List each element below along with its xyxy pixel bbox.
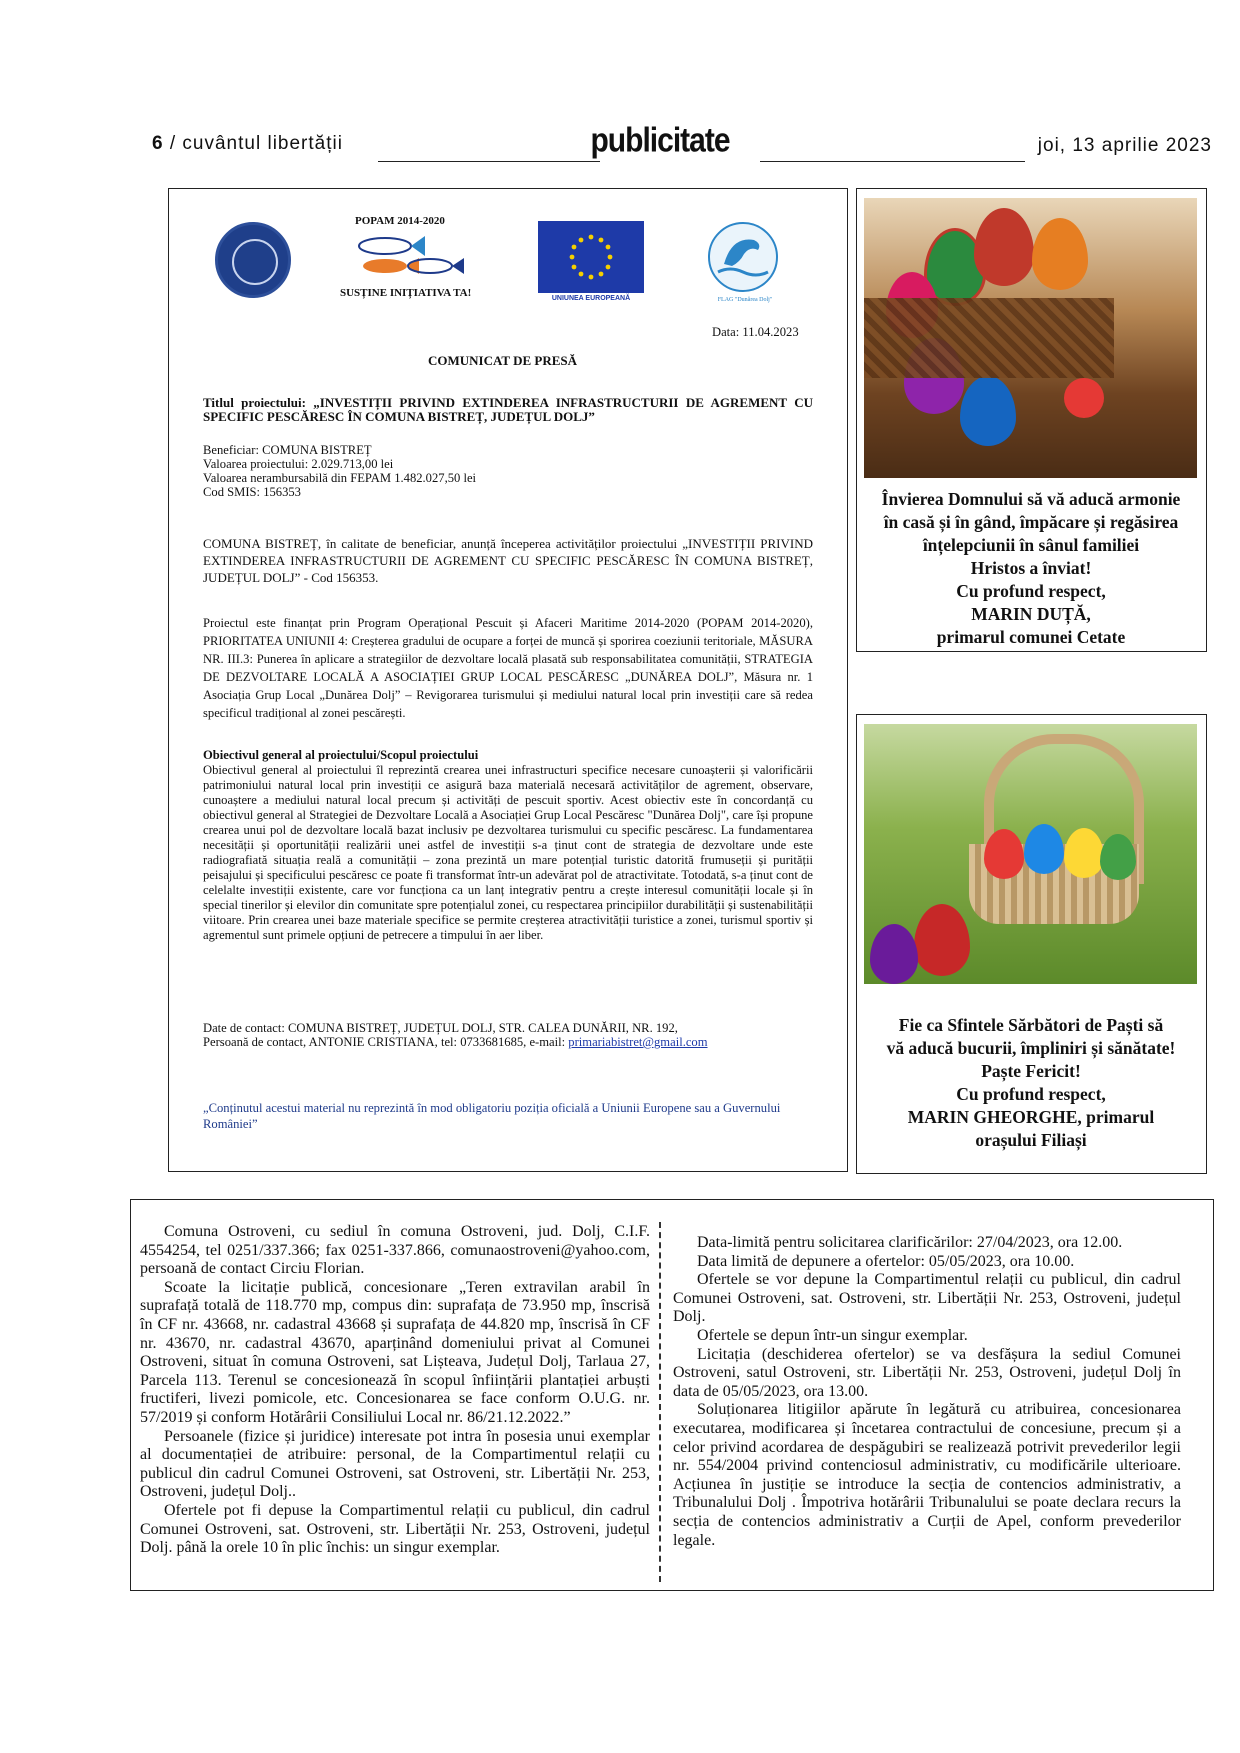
greeting1-line: Învierea Domnului să vă aducă armonie	[881, 489, 1181, 509]
eu-label: UNIUNEA EUROPEANĂ	[551, 295, 631, 302]
objective-text: Obiectivul general al proiectului îl reprezintă crearea unei infrastructuri specifice necesare cunoașterii și valorificării patrimoniului natural local prin investiții ce asigură baza materială necesară activităților de agrement, observare, cunoaștere a mediului natural local precum și activități de pescuit sportiv. Acest obiectiv este în concordanță cu obiectivul general al Strategiei de Dezvoltare Locală a Asociației Grup Local Pescăresc "Dunărea Dolj", care își propune crearea unui pol de dezvoltare locală bazat inclusiv pe dezvoltarea turismului cu specific pescăresc. La fundamentarea necesității și oportunității realizării unei astfel de investiții s-a ținut cont de strategia de dezvoltare unde este radiografiată situația reală a comunității – zona prezintă un mare potențial turistic datorită frumuseții și purității peisajului și specificului pescăresc ce poate fi transformat într-un adevărat pol de atractivitate. Totodată, s-a ținut cont de celelalte investiții existente, care vor funcționa ca un lanț integrativ pentru a crește interesul comunității locale și în special tinerilor și elevilor din comunitate spre potențialul zonei, cu respectarea principiilor durabilității și sustenabilității viitoare. Prin crearea unei baze materiale specifice se permite creșterea atractivității turistice a zonei, turismul sportiv și agrementul sunt primele opțiuni de petrecere a timpului în aer liber.	[203, 763, 813, 942]
easter-eggs-grass-image	[864, 724, 1197, 984]
announcement-paragraph: Ofertele se depun într-un singur exemplar.	[697, 1326, 968, 1344]
eu-flag-icon	[538, 221, 644, 293]
contact-person: Persoană de contact, ANTONIE CRISTIANA, tel: 0733681685, e-mail:	[203, 1035, 569, 1049]
header-rule-right	[760, 161, 1025, 162]
beneficiary: Beneficiar: COMUNA BISTREȚ	[203, 443, 372, 457]
greeting1-signature: MARIN DUȚĂ,	[971, 604, 1091, 624]
project-title: Titlul proiectului: „INVESTIȚII PRIVIND EXTINDEREA INFRASTRUCTURII DE AGREMENT CU SPECIFIC PESCĂRESC ÎN COMUNA BISTREȚ, JUDEȚUL DOLJ”	[203, 395, 813, 424]
smis-code: Cod SMIS: 156353	[203, 485, 301, 499]
announcement-paragraph: Ofertele pot fi depuse la Compartimentul relații cu publicul, din cadrul Comunei Ostroveni, sat. Ostroveni, str. Libertății Nr. 253, Ostroveni, județul Dolj. până la orele 10 în plic închis: un singur exemplar.	[140, 1501, 650, 1557]
greeting2-line: Cu profund respect,	[956, 1084, 1106, 1104]
greeting2-line: Paște Fericit!	[981, 1061, 1081, 1081]
greeting2-title: orașului Filiași	[975, 1130, 1087, 1150]
header-rule-left	[378, 161, 600, 162]
announcement-paragraph: Scoate la licitație publică, concesionare „Teren extravilan arabil în suprafață totală de 118.770 mp, compus din: suprafața de 73.950 mp, înscrisă în CF nr. 43668, nr. cadastral 43668 și suprafața de 44.820 mp, înscrisă în CF nr. 43670, nr. cadastral 43670, aparținând domeniului privat al Comunei Ostroveni, situat în comuna Ostroveni, sat Lișteava, Județul Dolj, Tarlaua 27, Parcela 113. Terenul se concesionează în scopul înființării plantației arbuști fructiferi, livezi pomicole, etc. Concesionarea se face conform O.U.G. nr. 57/2019 și conform Hotărârii Consiliului Local nr. 86/21.12.2022.”	[140, 1278, 650, 1426]
fish-logo-icon	[345, 228, 475, 288]
project-value: Valoarea proiectului: 2.029.713,00 lei	[203, 457, 394, 471]
announcement-column-left	[140, 1223, 650, 1558]
financing-text: Proiectul este finanțat prin Program Operațional Pescuit și Afaceri Maritime 2014-2020 (POPAM 2014-2020), PRIORITATEA UNIUNII 4: Creșterea gradului de ocupare a forței de muncă și sporirea coeziunii teritoriale, MĂSURA NR. III.3: Punerea în aplicare a strategiilor de dezvoltare locală plasată sub responsabilitatea comunității, STRATEGIA DE DEZVOLTARE LOCALĂ A ASOCIAȚIEI GRUP LOCAL PESCĂRESC „DUNĂREA DOLJ”, Măsura nr. 1 Asociația Grup Local „Dunărea Dolj” – Revigorarea turismului și mediului natural local prin investiții care să redea specificul tradițional al zonei pescărești.	[203, 616, 813, 720]
announcement-paragraph: Comuna Ostroveni, cu sediul în comuna Ostroveni, jud. Dolj, C.I.F. 4554254, tel 0251/337.366; fax 0251-337.866, comunaostroveni@yahoo.com, persoană de contact Circiu Florian.	[140, 1223, 650, 1278]
press-title: COMUNICAT DE PRESĂ	[428, 353, 578, 368]
announcement-paragraph: Data-limită pentru solicitarea clarificărilor: 27/04/2023, ora 12.00.	[697, 1234, 1123, 1251]
greeting1-line: înțelepciunii în sânul familiei	[922, 535, 1140, 555]
popam-slogan: SUSȚINE INIȚIATIVA TA!	[340, 287, 472, 299]
contact-address: Date de contact: COMUNA BISTREȚ, JUDEȚUL DOLJ, STR. CALEA DUNĂRII, NR. 192,	[203, 1021, 678, 1035]
objective-heading: Obiectivul general al proiectului/Scopul proiectului	[203, 748, 479, 762]
announcement-paragraph: Data limită de depunere a ofertelor: 05/05/2023, ora 10.00.	[697, 1252, 1075, 1270]
greeting2-line: vă aducă bucurii, împliniri și sănătate!	[886, 1038, 1176, 1058]
announcement-text: COMUNA BISTREȚ, în calitate de beneficiar, anunță începerea activităților proiectului „INVESTIȚII PRIVIND EXTINDEREA INFRASTRUCTURII DE AGREMENT CU SPECIFIC PESCĂRESC ÎN COMUNA BISTREȚ, JUDEȚUL DOLJ” - Cod 156353.	[203, 536, 813, 585]
announcement-paragraph: Soluționarea litigiilor apărute în legătură cu atribuirea, concesionarea executarea, modificarea și încetarea contractului de concesiune, precum și a celor privind acordarea de despăgubiri se realizează potrivit prevederilor legii nr. 554/2004 privind contenciosul administrativ, cu modificările ulterioare. Acțiunea în justiție se introduce la secția de contencios administrativ, a Tribunalului Dolj . Împotriva hotărârii Tribunalului se poate declara recurs la secția de contencios administrativ a Curții de Apel, conform prevederilor legale.	[673, 1401, 1181, 1549]
column-divider	[659, 1222, 661, 1582]
press-date: Data: 11.04.2023	[712, 325, 799, 339]
flag-dunarea-logo	[708, 222, 778, 292]
announcement-paragraph: Persoanele (fizice și juridice) interesate pot intra în posesia unui exemplar al documentației de atribuire: personal, de la Compartimentul relații cu publicul din cadrul Comunei Ostroveni, sat Ostroveni, str. Libertății Nr. 253, Ostroveni, județul Dolj..	[140, 1427, 650, 1501]
newspaper-name: cuvântul libertății	[182, 133, 343, 154]
header-page-info: 6 / cuvântul libertății	[152, 133, 343, 154]
greeting1-line: Cu profund respect,	[956, 581, 1106, 601]
project-details	[203, 443, 813, 499]
announcement-paragraph: Licitația (deschiderea ofertelor) se va desfășura la sediul Comunei Ostroveni, satul Ostroveni, str. Libertății Nr. 253, Ostroveni, județul Dolj în data de 05/05/2023, ora 13.00.	[673, 1345, 1181, 1400]
section-title: publicitate	[590, 121, 730, 160]
issue-date: joi, 13 aprilie 2023	[1037, 135, 1212, 156]
greeting-text-cetate	[866, 488, 1196, 649]
page-number: 6	[152, 133, 164, 154]
greeting2-line: Fie ca Sfintele Sărbători de Paști să	[898, 1015, 1164, 1035]
greeting-text-filiasi	[866, 1014, 1196, 1152]
flag-label: FLAG "Dunărea Dolj"	[717, 297, 773, 303]
nonrefundable-value: Valoarea nerambursabilă din FEPAM 1.482.027,50 lei	[203, 471, 477, 485]
popam-title: POPAM 2014-2020	[355, 215, 445, 227]
disclaimer: „Conținutul acestui material nu reprezintă în mod obligatoriu poziția oficială a Uniunii Europene sau a Guvernului României”	[203, 1101, 781, 1131]
romanian-government-logo	[215, 222, 291, 298]
contact-email-link[interactable]: primariabistret@gmail.com	[568, 1035, 708, 1049]
announcement-paragraph: Ofertele se vor depune la Compartimentul relații cu publicul, din cadrul Comunei Ostroveni, sat. Ostroveni, str. Libertății Nr. 253, Ostroveni, județul Dolj.	[673, 1271, 1181, 1326]
greeting1-title: primarul comunei Cetate	[936, 627, 1126, 647]
announcement-column-right	[673, 1234, 1181, 1550]
greeting1-line: Hristos a înviat!	[970, 558, 1092, 578]
easter-basket-image	[864, 198, 1197, 478]
greeting1-line: în casă și în gând, împăcare și regăsirea	[883, 512, 1179, 532]
greeting2-signature: MARIN GHEORGHE, primarul	[907, 1107, 1155, 1127]
contact-details	[203, 1021, 813, 1049]
